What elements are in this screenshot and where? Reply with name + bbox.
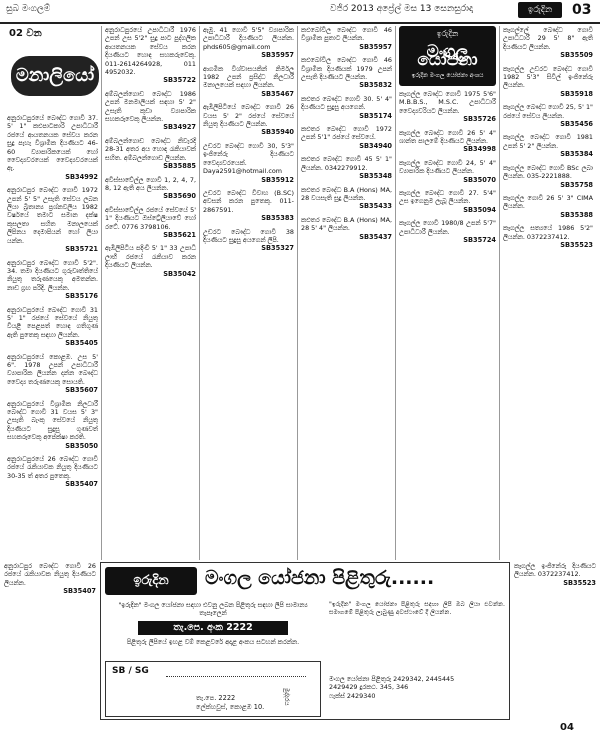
classified-ad (301, 95, 392, 120)
ad-text: අම්බලන්ගොඩ බෞද්ධ 1986 උපන් මනමාලියක් සඳහා 5' 2" උසැති කුඩා ව්‍යාපාරික සහකරුවෙකු ලියන්න. (105, 89, 196, 124)
classified-ad (514, 562, 596, 587)
ad-code: SB35388 (560, 210, 593, 219)
ad-text: කළුතර බෞද්ධ B.A (Hons) MA, 28 5' 4" ලියන්න. (301, 215, 392, 233)
replies-contacts (329, 675, 505, 700)
ad-code: SB35437 (359, 232, 392, 241)
classified-ad (503, 103, 593, 128)
replies-headline: මංගල යෝජනා පිළිතුරු...... (205, 567, 435, 589)
classified-ad (7, 353, 98, 395)
ad-code: SB35957 (359, 42, 392, 51)
ad-text: අවිස්සාවේල්ල ගොවි 1, 2, 4, 7, 8, 12 ඇති අය ලියන්න. (105, 175, 196, 192)
replies-rules: "ඉරුදින" මංගල යෝජනා පිළිතුරු සඳහා ලිපි ඔබ ලියා එවන්න. සමාගමේ පිළිතුරු ලැබුණු අවස්ථාවේ දී ලියන්න. (329, 601, 505, 616)
column-6 (500, 26, 596, 560)
ad-text: උඩරට බෞද්ධ ගොවි 38 දියණියට සුදුසු අයගෙන් ලිපි. (203, 227, 294, 244)
ad-code: SB35050 (65, 441, 98, 450)
ad-text: අනුරාධපුර බෞද්ධ ගොවි 26 රජයේ රැකියාවක නියුතු දියණියට ලියන්න. (4, 562, 96, 587)
column-5 (396, 26, 500, 560)
ad-code: SB35094 (463, 205, 496, 214)
classified-ad (301, 56, 392, 90)
classified-ad (105, 206, 196, 240)
classified-ad (399, 129, 496, 154)
ad-code: SB35885 (163, 162, 196, 171)
ad-text: කළුබෝවිල බෞද්ධ ගොවි 46 විශ්‍රාමික පුතාට ලියන්න. (301, 26, 392, 43)
ad-code: SB35407 (65, 480, 98, 489)
ad-code: SB34998 (463, 145, 496, 154)
mangala-yojana-banner (399, 26, 496, 86)
classified-ad (399, 189, 496, 214)
ad-text: කෑගල්ලේ බෞද්ධ ගොවි උපාධිධාරී 29 5' 8" ඇති දියණියට ලියන්න. (503, 26, 593, 51)
ad-code: SB35407 (63, 587, 96, 596)
ad-text: කෑගල්ල ඉංජිනේරු දියණියට ලියන්න. 0372237412. (514, 562, 596, 579)
classified-ad (301, 216, 392, 241)
ad-code: SB34940 (359, 141, 392, 150)
replies-intro: "ඉරුදින" මංගල යෝජනා සඳහා එවනු ලබන පිළිතුරු සඳහා ලිපි සාමාන්‍ය තැපෑලෙන් (118, 601, 308, 618)
ad-code: SB35383 (261, 214, 294, 223)
ad-code: SB35832 (359, 81, 392, 90)
ad-text: කෑගල්ල බෞද්ධ ගොවි 1981 උපන් 5' 2" ලියන්න. (503, 133, 593, 150)
classified-ad (203, 189, 294, 223)
ad-text: අනුරාධපුර බෞද්ධ ගොවි 5'2". 34. තමා දියණියට ගුරුවෘත්තියේ නියුතු තරුණයෙකු අමතන්න. නාඩ ග්‍රහ පරිදි. ලියන්න. (7, 258, 98, 292)
ad-code: SB35042 (163, 269, 196, 278)
classified-ad (7, 306, 98, 348)
ad-code: SB35523 (563, 578, 596, 587)
ad-code: SB35523 (560, 240, 593, 249)
footer-page-number: 04 (560, 722, 574, 733)
ad-text: අනුරාධපුරයේ බෞද්ධ ගොවි 37. 5' 1" කළුපාටකාරි උපාධිධාරී රජයේ ආයතනයක සේවය කරන සුදු පැහැ විශ්‍රාමික දියණියට 46-60 ව්‍යාපාරිකයෙක් හෝ වෛද්‍යවරයෙක් වෛද්‍යවරයෙක් ඇ. (7, 114, 98, 173)
classified-ad (7, 114, 98, 181)
replies-note: පිළිතුරු ලිපියේ ඉහළ වම් කෙළවරේ අදාළ අංකය සටහන් කරන්න. (126, 637, 300, 646)
contact-line: මංගල යෝජනා පිළිතුරු 2429342, 2445445 (329, 675, 455, 683)
ad-text: අම්බලන්ගොඩ බෞද්ධ නිවැරදි 28-31 අතර අය හොඳ රැකියාවක් සහිත. අම්බලන්ගොඩ ලියන්න. (105, 136, 196, 162)
ad-code: SB35467 (261, 89, 294, 98)
ad-code: SB34992 (65, 172, 98, 181)
classified-ad (105, 137, 196, 171)
contact-line: ෆැක්ස් 2429340 (329, 691, 376, 700)
ad-text: කෑගල්ල ගොවි 26 5' 3" CIMA ලියන්න. (503, 193, 593, 211)
ad-text: අනුරාධපුරයේ බෞද්ධ ගොවි 31 5' 1" රජයේ සේවයේ නියුතු වියළී පෙළපත් හොඳ ගතිගුණ ඇති පුතෙකු සඳහා ලියන්න. (7, 305, 98, 339)
ad-text: කෑගල්ල බෞද්ධ ගොවි 24, 5' 4" ව්‍යාපාරික දියණියට ලියන්න. (399, 158, 496, 176)
ad-text: ආගමික විශ්වාසයකින් නිර්මල 1982 උපන් ප්‍රසිද්ධ නිලධාරී මනාලයෙක් සඳහා ලියන්න. (203, 64, 294, 90)
ad-code: SB35918 (560, 89, 593, 98)
header-left: සුබ මංගලම් (6, 4, 51, 14)
classified-ad (105, 26, 196, 85)
ad-code: SB35726 (463, 115, 496, 124)
ad-text: කෑගල්ල බෞද්ධ ගොවි 1975 5'6" M.B.B.S., M.S.C. උපාධිධාරී වෛද්‍යවරියට ලියන්න. (399, 90, 496, 115)
classified-ad (203, 26, 294, 60)
ad-code: SB35724 (463, 236, 496, 245)
classified-ad (503, 164, 593, 189)
ad-code: SB35405 (65, 339, 98, 348)
ad-code: SB35690 (163, 192, 196, 201)
right-bottom-ad (514, 562, 596, 720)
ad-text: කෑගල්ල බෞද්ධ ගොවි 26 5' 4" ශාන්ත පාලමේ දියණියට ලියන්න. (399, 128, 496, 146)
stamp-label: මුද්දරය (283, 688, 290, 706)
classified-ad (7, 186, 98, 253)
banner-sub: ඉරුදින මංගල යෝජනා අංශය (411, 72, 484, 79)
classified-ad (301, 155, 392, 180)
classified-ad (105, 244, 196, 278)
ad-text: අනුරාධපුරයේ 26 බෞද්ධ ගොවි රජයේ රැකියාවක නියුතු දියණියට 30-35 ත් අතර පුතෙකු. (7, 455, 98, 480)
ad-text: කළුතර බෞද්ධ ගොවි 45 5' 1" ලියන්න. 0342279912. (301, 155, 392, 172)
banner-title: මංගල යෝජනා (417, 42, 478, 71)
ad-text: උඩරට බෞද්ධ විවාහ (B.SC) අවසන් කරන පුතෙකු. 011-2867591. (203, 188, 294, 214)
sb-label: SB / SG (112, 666, 149, 676)
classified-ad (203, 228, 294, 253)
ad-text: කළුබෝවිල බෞද්ධ ගොවි 46 විශ්‍රාමික දියණියක් 1979 උපන් උසැති දියණියට ලියන්න. (301, 56, 392, 82)
classified-ad (7, 400, 98, 450)
ad-text: කෑගල්ල සත්‍යයේ 1986 5'2" ලියන්න. 0372237412. (503, 224, 593, 241)
ad-code: SB35758 (560, 180, 593, 189)
ad-code: SB35348 (359, 172, 392, 181)
page-header (0, 0, 600, 24)
ad-text: ඇඹු. 41 ගොවි 5'5" ව්‍යාපාරික උපාධිධාරී දියණියට ලියන්න. phds605@gmail.com (203, 26, 294, 51)
classified-ad (301, 186, 392, 211)
banner-brand: ඉරුදින (436, 29, 459, 38)
classified-ad (203, 142, 294, 184)
classified-ad (7, 455, 98, 489)
ad-code: SB35722 (163, 76, 196, 85)
ad-code: SB35327 (261, 244, 294, 253)
reply-coupon (105, 661, 321, 717)
ad-text: කෑගල්ල බෞද්ධ ගොවි 27. 5'4" උස ඉගෙනුම ලැබූ ලියන්න. (399, 189, 496, 206)
ad-code: SB35721 (65, 245, 98, 254)
classified-ad (503, 224, 593, 249)
classified-ad (105, 176, 196, 201)
ad-code: SB35957 (261, 51, 294, 60)
ad-text: කෑගල්ල බෞද්ධ ගොවි BSc ලබා ලියන්න. 035-2221888. (503, 163, 593, 181)
classified-ad (399, 159, 496, 184)
classified-ad (503, 65, 593, 99)
classified-ad (399, 90, 496, 124)
ad-text: කෑගල්ල ගොවි 1980/8 උපන් 5'7" උපාධිධාරී ලියන්න. (399, 219, 496, 236)
ad-text: කෑගල්ල උඩරට බෞද්ධ ගොවි 1982 5'3" සිවිල් ඉංජිනේරු ලියන්න. (503, 64, 593, 90)
classified-ad (203, 65, 294, 99)
ad-text: අනුරාධපුරයේ උපාධිධාරී 1976 උපන් උස 5'2" සුදු පාට පුද්ගලික ආයතනයක සේවය කරන දියණියට හොඳ සහකරුවෙකු. 011-2614264928, 011 4952032. (105, 26, 196, 77)
ad-text: ඇඹිලිපිටියේ බෞද්ධ ගොවි 26 වයස 5' 2" රජයේ සේවයේ නියුතු දියණියට ලියන්න. (203, 103, 294, 129)
ad-code: SB35176 (65, 292, 98, 301)
classified-ad (503, 133, 593, 158)
classified-ad (503, 194, 593, 219)
section-title: මනාලියෝ (11, 56, 99, 96)
replies-tel-bar: තැ.පෙ. අංක 2222 (138, 621, 288, 635)
ad-text: අනුරාධපුරයේ කොළඹ. උස 5' 6". 1978 උපන් උපාධිධාරී ව්‍යාපාරික ලියන්න දන්න බෞද්ධ වෛද්‍ය තරුණයෙකු සොයති. (7, 352, 98, 386)
classified-ad (503, 26, 593, 60)
replies-instructions (105, 601, 321, 646)
replies-box (100, 562, 510, 720)
ad-text: උඩරට බෞද්ධ ගොවි 30, 5'3" ඉංජිනේරු දියණියට වෛද්‍යවරයෙක්. Daya2591@hotmail.com (203, 141, 294, 176)
ad-code: SB35070 (463, 175, 496, 184)
replies-brand-logo: ඉරුදින (105, 567, 197, 595)
column-4 (298, 26, 396, 560)
classified-ad (203, 103, 294, 137)
classified-ad (301, 125, 392, 150)
section-tag: 02 වන (9, 28, 42, 39)
ad-code: SB35384 (560, 150, 593, 159)
ad-code: SB35509 (560, 51, 593, 60)
left-bottom-ad (4, 562, 96, 720)
classified-ad (105, 90, 196, 132)
classified-columns (4, 26, 596, 560)
ad-code: SB35433 (359, 202, 392, 211)
ad-code: SB34927 (163, 123, 196, 132)
ad-text: ඇඹිලිපිටිය පදිංචි 5' 1" 33 උපාධි ලාභී රජයේ රැකියාව කරන දියණියට ලියන්න. (105, 244, 196, 270)
reply-address: තැ.පෙ. 2222 ලේක්හවුස්, කොළඹ 10. (196, 694, 265, 711)
classified-ad (301, 26, 392, 51)
manali-section-header (7, 26, 98, 110)
ad-text: කළුතර බෞද්ධ B.A (Hons) MA, 28 වයසැති සුදු ලියන්න. (301, 185, 392, 202)
ad-code: SB35607 (65, 386, 98, 395)
ad-text: කළුතර බෞද්ධ ගොවි 30. 5' 4" දියණියට සුදුසු අයගෙන්. (301, 94, 392, 112)
ad-text: අවිස්සාවේල්ල රජයේ සේවයේ 5' 1" දියණියට ඔස්ට්‍රේලියාවේ හෝ රටේ. 0776 3798106. (105, 205, 196, 231)
ad-text: කෑගල්ල බෞද්ධ ගොවි 25, 5' 1" රජයේ සේවය ලියන්න. (503, 103, 593, 120)
page-number: 03 (572, 2, 592, 18)
classified-ad (399, 219, 496, 244)
classified-ad (4, 562, 96, 596)
ad-text: කළුතර බෞද්ධ ගොවි 1972 උපන් 5'1" රජයේ සේවයේ. (301, 125, 392, 142)
ad-code: SB35456 (560, 120, 593, 129)
ad-code: SB35174 (359, 111, 392, 120)
ad-text: අනුරාධපුර බෞද්ධ ගොවි 1972 උපන් 5' 5" උසැති සේවය ලබන ලියා බ්‍රිතාන්‍ය ප්‍රශ්නවලිය 1982 වර්ෂයේ තමාට සමාන දක්ෂ කුසලතා සහිත මනාලයෙක් ලිපිනය දෙමාපියන් හෝ ලියා යන්න. (7, 186, 98, 245)
ad-code: SB35940 (261, 128, 294, 137)
sb-fill-line (166, 676, 306, 677)
contact-line: 2429429 දුරකථ. 345, 346 (329, 683, 409, 692)
ad-text: අනුරාධපුරයේ විශ්‍රාමික නිලධාරී බෞද්ධ ගොවි 31 වයස 5' 3" උසැති බැංකු සේවයේ නියුතු දියණියට සුදුසු ගුණවත් සහකරුවෙකු අපේක්ෂා කරති. (7, 399, 98, 442)
header-date: වජිර 2013 අප්‍රේල් මස 13 සෙනසුරාදා (330, 4, 474, 14)
column-2 (102, 26, 200, 560)
ad-code: SB35912 (261, 175, 294, 184)
header-brand-logo: ඉරුදින (518, 2, 562, 18)
classified-ad (7, 259, 98, 301)
column-1 (4, 26, 102, 560)
column-3 (200, 26, 298, 560)
ad-code: SB35621 (163, 230, 196, 239)
